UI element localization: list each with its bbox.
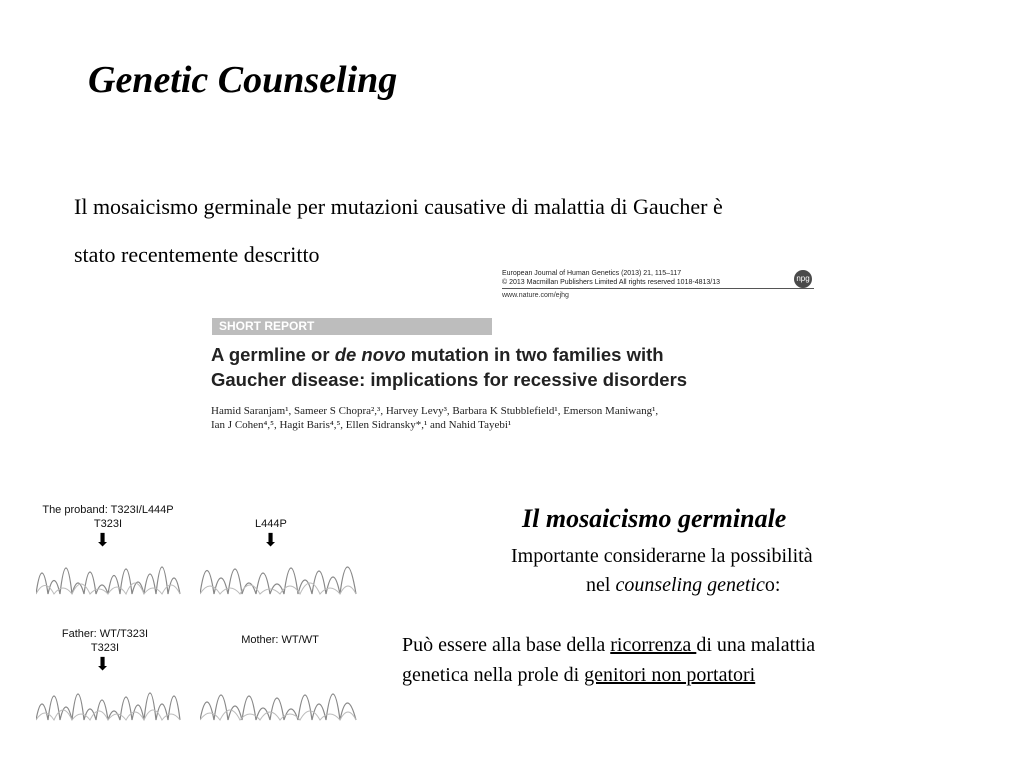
slide-title: Genetic Counseling bbox=[88, 59, 398, 101]
intro-line-1: Il mosaicismo germinale per mutazioni causative di malattia di Gaucher è bbox=[74, 194, 723, 219]
mother-label: Mother: WT/WT bbox=[241, 634, 319, 646]
mother-chromatogram bbox=[200, 658, 358, 724]
proband-label: The proband: T323I/L444P bbox=[42, 504, 174, 516]
journal-url: www.nature.com/ejhg bbox=[502, 292, 569, 299]
intro-text bbox=[74, 183, 974, 279]
intro-line-2: stato recentemente descritto bbox=[74, 242, 320, 267]
section-subtitle: Il mosaicismo germinale bbox=[522, 504, 787, 533]
para1-underlined: ricorrenza bbox=[610, 634, 697, 656]
recurrence-paragraph bbox=[402, 630, 815, 690]
counseling-line-italic: counseling genetic bbox=[615, 574, 765, 596]
para1-a: Può essere alla base della bbox=[402, 634, 611, 656]
counseling-line-a: nel bbox=[586, 574, 616, 596]
article-authors bbox=[211, 404, 658, 432]
journal-header bbox=[502, 269, 814, 287]
arrow-down-icon: ⬇ bbox=[263, 530, 279, 551]
arrow-down-icon: ⬇ bbox=[95, 654, 111, 675]
journal-copyright: © 2013 Macmillan Publishers Limited All rights reserved 1018-4813/13 bbox=[502, 279, 720, 286]
section-label: SHORT REPORT bbox=[219, 319, 315, 333]
para2-a: genetica nella prole di bbox=[402, 664, 585, 686]
arrow-down-icon: ⬇ bbox=[95, 530, 111, 551]
article-title-italic: de novo bbox=[334, 344, 406, 365]
article-title-line2: Gaucher disease: implications for recessive disorders bbox=[211, 369, 688, 390]
para2-underlined: genitori non portatori bbox=[584, 664, 756, 686]
authors-line-1: Hamid Saranjam¹, Sameer S Chopra²,³, Harvey Levy³, Barbara K Stubblefield¹, Emerson Maniwang¹, bbox=[211, 405, 659, 417]
father-chromatogram bbox=[36, 654, 182, 724]
consider-line: Importante considerarne la possibilità bbox=[511, 545, 813, 567]
l444p-chromatogram bbox=[200, 532, 358, 598]
article-title bbox=[211, 342, 687, 392]
counseling-line bbox=[586, 574, 780, 597]
counseling-line-c: o: bbox=[764, 574, 781, 596]
article-title-part2: mutation in two families with bbox=[405, 344, 664, 365]
father-sub-label: T323I bbox=[90, 642, 120, 654]
proband-sub-label: T323I bbox=[93, 518, 123, 530]
journal-citation: European Journal of Human Genetics (2013) 21, 115–117 bbox=[502, 270, 682, 277]
proband-chromatogram bbox=[36, 532, 182, 598]
authors-line-2: Ian J Cohen⁴,⁵, Hagit Baris⁴,⁵, Ellen Sidransky*,¹ and Nahid Tayebi¹ bbox=[211, 419, 512, 431]
l444p-label: L444P bbox=[255, 518, 287, 530]
father-label: Father: WT/T323I bbox=[61, 628, 149, 640]
publisher-logo: npg bbox=[794, 270, 812, 288]
journal-rule bbox=[502, 288, 814, 289]
para1-b: di una malattia bbox=[696, 634, 816, 656]
article-title-part1: A germline or bbox=[211, 344, 335, 365]
